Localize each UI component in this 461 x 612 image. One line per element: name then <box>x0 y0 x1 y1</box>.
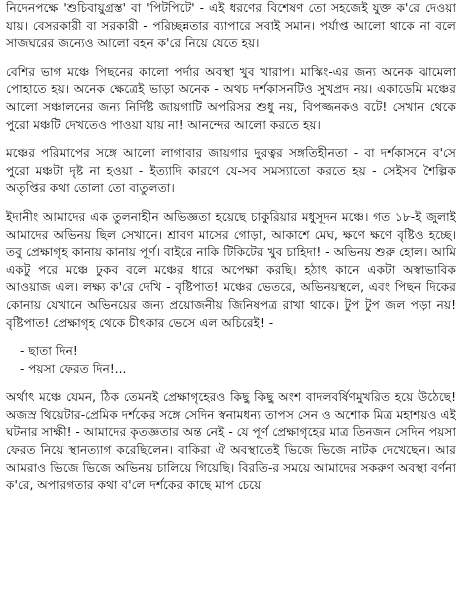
paragraph-gap <box>6 53 456 64</box>
paragraph-gap <box>6 198 456 209</box>
dialogue-line-umbrella: - ছাতা দিন! <box>20 344 78 359</box>
paragraph-stage-conditions: বেশির ভাগ মঞ্চে পিছনের কালো পর্দার অবস্থা খুব খারাপ। মাস্কিং-এর জন্য অনেক ঝামেলা পোহাতে হয়। অনেক ক্ষেত্রেই ভাড়া অনেক - অথচ দর্শকাসনটিও সুখপ্রদ নয়। একাডেমি মঞ্চের আলো সঞ্চালনের জন্য নির্দিষ্ট জায়গাটি অপরিসর শুধু নয়, বিপজ্জনকও বটে! সেখান থেকে পুরো মঞ্চটি দেখতেও পাওয়া যায় না! আনন্দের আলো করতে হয়। <box>6 64 456 132</box>
paragraph-cleanliness: নিদেনপক্ষে 'শুচিবায়ুগ্রস্ত' বা 'পিটপিটে' - এই ধরণের বিশেষণ তো সহজেই যুক্ত ক'রে দেওয়া যায়। বেসরকারী বা সরকারী - পরিচ্ছন্নতার ব্যাপারে সবাই সমান। পর্যাপ্ত আলো থাকে না বলে সাজঘরের জন্যেও আলো বহন ক'রে নিয়ে যেতে হয়। <box>6 1 456 51</box>
paragraph-gap <box>6 378 456 389</box>
paragraph-gap <box>6 332 456 343</box>
paragraph-audience-response: অর্থাৎ মঞ্চে যেমন, ঠিক তেমনই প্রেক্ষাগৃহেরও কিছু কিছু অংশ বাদলবর্ষিণমুখরিত হয়ে উঠেছে! অজস্র থিয়েটার-প্রেমিক দর্শকের সঙ্গে সেদিন স্বনামধন্য তাপস সেন ও অশোক মিত্র মহাশয়ও এই ঘটনার সাক্ষী! - আমাদের কৃতজ্ঞতার অন্ত নেই - যে পূর্ণ প্রেক্ষাগৃহের মাত্র তিনজন সেদিন পয়সা ফেরত নিয়ে স্থানত্যাগ করেছিলেন। বাকিরা ঐ অবস্থাতেই ভিজে ভিজে নাটক দেখেছেন। আর আমরাও ভিজে ভিজে অভিনয় চালিয়ে গিয়েছি। বিরতি-র সময়ে আমাদের সকরুণ অবস্থা বর্ণনা ক'রে, অপারগতার কথা ব'লে দর্শকের কাছে মাপ চেয়ে <box>6 390 456 493</box>
paragraph-rain-incident: ইদানীং আমাদের এক তুলনাহীন অভিজ্ঞতা হয়েছে চাকুরিয়ার মধুসূদন মঞ্চে। গত ১৮-ই জুলাই আমাদের অভিনয় ছিল সেখানে। শ্রাবণ মাসের গোড়া, আকাশে মেঘ, ক্ষণে ক্ষণে বৃষ্টিও হচ্ছে। তবু প্রেক্ষাগৃহ কানায় কানায় পূর্ণ। বাইরে নাকি টিকিটের খুব চাহিদা! - অভিনয় শুরু হোল। আমি একটু পরে মঞ্চে ঢুকব বলে মঞ্চের ধারে অপেক্ষা করছি। হঠাৎ কানে একটা অস্বাভাবিক আওয়াজ এল। লক্ষ্য ক'রে দেখি - বৃষ্টিপাত! মঞ্চের ভেতরে, অভিনয়স্থলে, এবং পিছন দিকের কোনায় যেখানে অভিনয়ের জন্য প্রয়োজনীয় জিনিষপত্র রাখা থাকে। টুপ টুপ জল পড়া নয়! বৃষ্টিপাত! প্রেক্ষাগৃহ থেকে চীৎকার ভেসে এল অচিরেই! - <box>6 209 456 330</box>
dialogue-line-refund: - পয়সা ফেরত দিন!... <box>20 361 127 376</box>
paragraph-lighting-distance: মঞ্চের পরিমাপের সঙ্গে আলো লাগাবার জায়গার দুরত্বর সঙ্গতিহীনতা - বা দর্শকাসনে ব'সে পুরো মঞ্চটা দৃষ্ট না হওয়া - ইত্যাদি কারণে যে-সব সমস্যাতো করতে হয় - সেইসব শৈল্পিক অতৃপ্তির কথা তোলা তো বাতুলতা। <box>6 146 456 196</box>
document-page <box>6 0 456 612</box>
paragraph-gap <box>6 134 456 145</box>
